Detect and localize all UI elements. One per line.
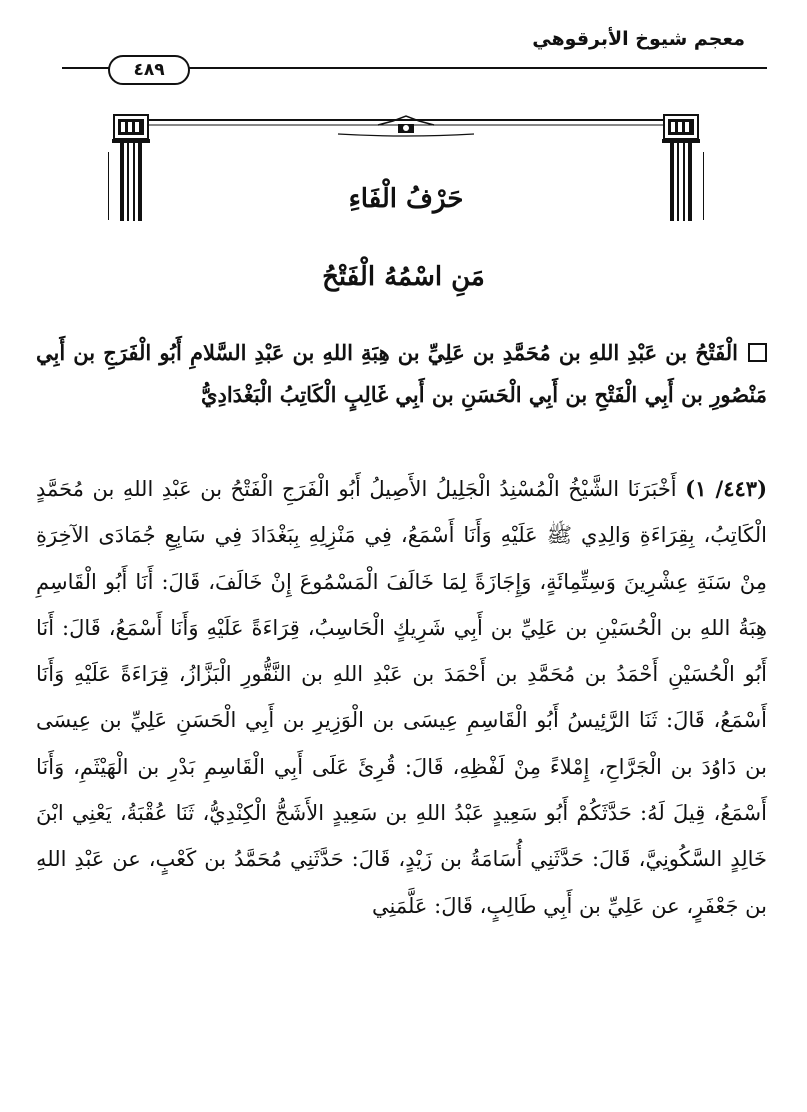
hadith-text: أَخْبَرَنَا الشَّيْخُ الْمُسْنِدُ الْجَلِيلُ الأَصِيلُ أَبُو الْفَرَجِ الْفَتْحُ بن عَبْدِ اللهِ بن مُحَمَّدٍ الْكَاتِبُ، بِقِرَاءَةِ وَالِدِي ﷺ عَلَيْهِ وَأَنَا أَسْمَعُ، فِي مَنْزِلِهِ بِبَغْدَادَ فِي سَابِعِ جُمَادَى الآخِرَةِ مِنْ سَنَةِ عِشْرِينَ وَسِتِّمِائَةٍ، وَإِجَازَةً لِمَا خَالَفَ الْمَسْمُوعَ إِنْ خَالَفَ، قَالَ: أَنَا أَبُو الْقَاسِمِ هِبَةُ اللهِ بن الْحُسَيْنِ بن عَلِيِّ بن أَبِي شَرِيكٍ الْحَاسِبُ، قِرَاءَةً عَلَيْهِ وَأَنَا أَسْمَعُ، قَالَ: أَنَا أَبُو الْحُسَيْنِ أَحْمَدُ بن مُحَمَّدِ بن أَحْمَدَ بن عَبْدِ اللهِ بن النَّقُّورِ الْبَزَّازُ، قِرَاءَةً عَلَيْهِ وَأَنَا أَسْمَعُ، قَالَ: ثَنَا الرَّئِيسُ أَبُو الْقَاسِمِ عِيسَى بن الْوَزِيرِ بن أَبِي الْحَسَنِ عَلِيِّ بن عِيسَى بن دَاوُدَ بن الْجَرَّاحِ، إِمْلاءً مِنْ لَفْظِهِ، قَالَ: قُرِئَ عَلَى أَبِي الْقَاسِمِ بَدْرِ بن الْهَيْثَمِ، وَأَنَا أَسْمَعُ، قِيلَ لَهُ: حَدَّثَكُمْ أَبُو سَعِيدٍ عَبْدُ اللهِ بن سَعِيدٍ الأَشَجُّ الْكِنْدِيُّ، ثَنَا عُقْبَةُ، يَعْنِي ابْنَ خَالِدٍ السَّكُونِيَّ، قَالَ: حَدَّثَنِي أُسَامَةُ بن زَيْدٍ، قَالَ: حَدَّثَنِي مُحَمَّدُ بن كَعْبٍ، عن عَبْدِ اللهِ بن جَعْفَرٍ، عن عَلِيِّ بن أَبِي طَالِبٍ، قَالَ: عَلَّمَنِي bbox=[36, 477, 767, 918]
square-bullet-icon bbox=[748, 343, 767, 362]
page-number-badge bbox=[108, 55, 190, 85]
running-title: معجم شيوخ الأبرقوهي bbox=[532, 28, 745, 50]
chapter-heading: حَرْفُ الْفَاءِ bbox=[348, 184, 464, 214]
page-number: ٤٨٩ bbox=[133, 60, 165, 80]
entry-block bbox=[36, 332, 767, 416]
entry-name: الْفَتْحُ بن عَبْدِ اللهِ بن مُحَمَّدِ بن عَلِيِّ بن هِبَةِ اللهِ بن عَبْدِ السَّلامِ أَبُو الْفَرَجِ بن أَبِي مَنْصُورِ بن أَبِي الْفَتْحِ بن أَبِي الْحَسَنِ بن أَبِي غَالِبٍ الْكَاتِبُ الْبَغْدَادِيُّ bbox=[36, 340, 767, 407]
hadith-number: (٤٤٣/ ١) bbox=[685, 476, 767, 501]
hadith-paragraph bbox=[36, 466, 767, 929]
section-heading: مَنِ اسْمُهُ الْفَتْحُ bbox=[322, 262, 485, 292]
chapter-frame bbox=[108, 112, 704, 224]
